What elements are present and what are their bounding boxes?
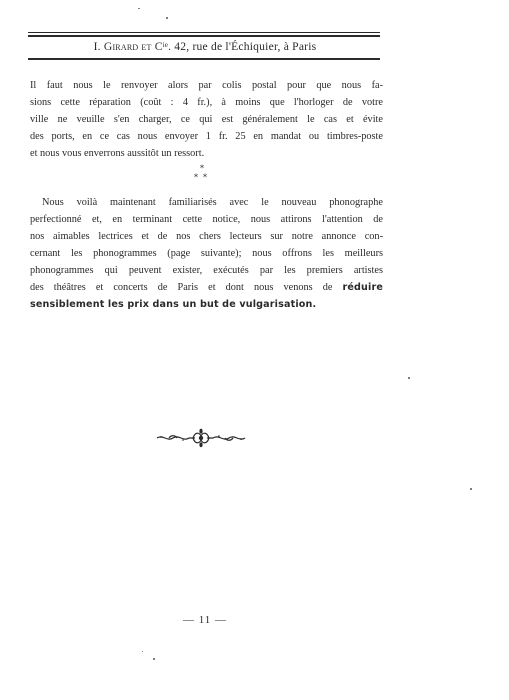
paragraph2-line: nos aimables lectrices et de nos chers lecteurs sur notre annonce con- bbox=[30, 231, 383, 242]
scan-speck bbox=[166, 17, 168, 19]
svg-text:*: * bbox=[200, 164, 204, 173]
paragraph2-line: cernant les phonogrammes (page suivante); nous offrons les meilleurs bbox=[30, 248, 383, 259]
scan-speck bbox=[138, 8, 140, 9]
header-rule-top bbox=[28, 32, 380, 33]
paragraph1-line: Il faut nous le renvoyer alors par colis postal pour que nous fa- bbox=[30, 80, 383, 91]
paragraph2-text: des théâtres et concerts de Paris et dont nous venons de bbox=[30, 282, 343, 293]
asterism-divider bbox=[190, 163, 214, 183]
svg-text:*: * bbox=[203, 173, 207, 182]
paragraph1-line: et nous vous enverrons aussitôt un ressort. bbox=[30, 148, 205, 159]
paragraph2-line: phonogrammes qui peuvent exister, exécutés par les premiers artistes bbox=[30, 265, 383, 276]
scan-speck bbox=[470, 488, 472, 490]
paragraph2-line: perfectionné et, en terminant cette notice, nous attirons l'attention de bbox=[30, 214, 383, 225]
header-rule-top-thick bbox=[28, 35, 380, 37]
header-firm-name: I. Girard et C bbox=[93, 40, 163, 53]
paragraph2-emphasis: réduire bbox=[342, 282, 383, 293]
svg-text:*: * bbox=[194, 173, 198, 182]
paragraph2-line bbox=[30, 281, 383, 295]
page-number: — 11 — bbox=[182, 614, 228, 626]
paragraph1-line: sions cette réparation (coût : 4 fr.), à moins que l'horloger de votre bbox=[30, 97, 383, 108]
paragraph2-emphasis-line: sensiblement les prix dans un but de vulgarisation. bbox=[30, 299, 317, 310]
paragraph1-line: ville ne veuille s'en charger, ce qui est généralement le cas et évite bbox=[30, 114, 383, 125]
running-header bbox=[26, 40, 384, 53]
paragraph2-line: Nous voilà maintenant familiarisés avec le nouveau phonographe bbox=[42, 197, 383, 208]
scan-speck bbox=[153, 658, 155, 660]
header-address: . 42, rue de l'Échiquier, à Paris bbox=[168, 40, 317, 53]
paragraph1-line: des ports, en ce cas nous envoyer 1 fr. 25 en mandat ou timbres-poste bbox=[30, 131, 383, 142]
scan-speck bbox=[142, 651, 143, 652]
header-rule-bottom bbox=[28, 58, 380, 60]
fleuron-ornament bbox=[155, 428, 247, 448]
header-firm-suffix: ie bbox=[162, 41, 169, 49]
scan-speck bbox=[408, 377, 410, 379]
